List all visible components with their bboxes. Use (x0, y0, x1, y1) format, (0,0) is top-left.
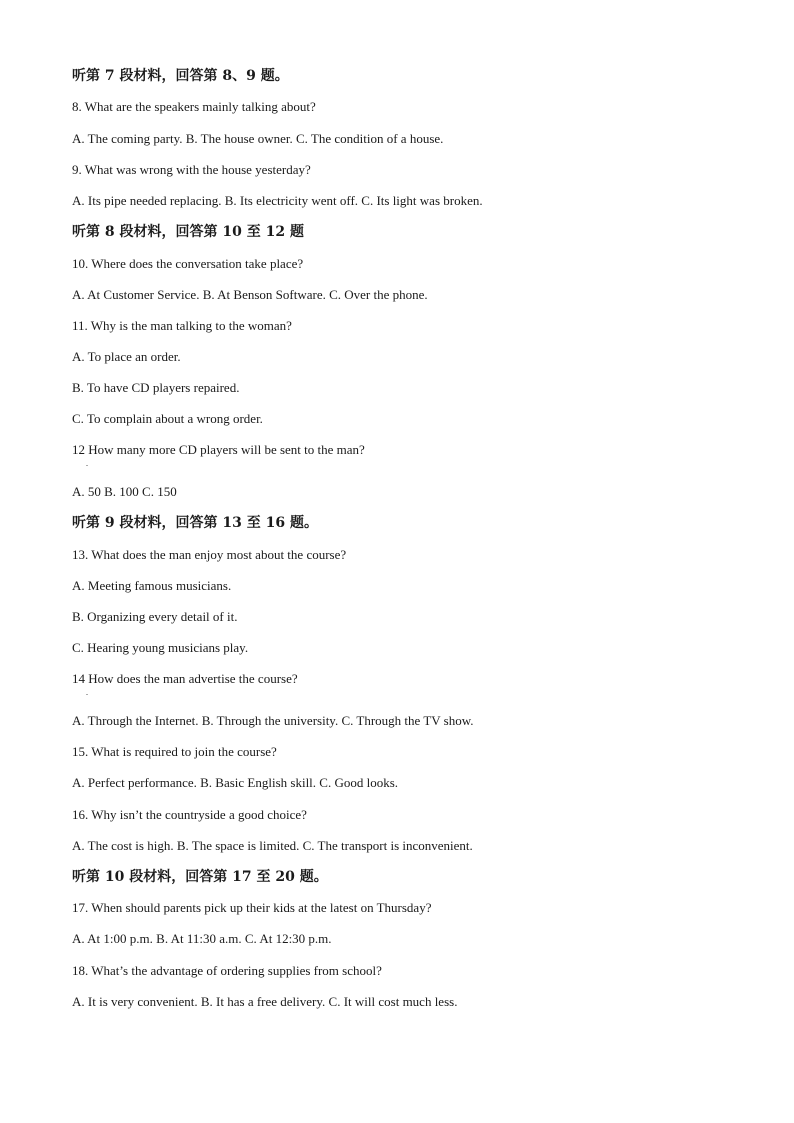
question-10: 10. Where does the conversation take place? (72, 256, 304, 271)
option-11b: B. To have CD players repaired. (72, 380, 240, 395)
option-13b: B. Organizing every detail of it. (72, 609, 238, 624)
question-16: 16. Why isn’t the countryside a good choice? (72, 807, 307, 822)
question-13: 13. What does the man enjoy most about the course? (72, 547, 347, 562)
section-heading-10: 听第 10 段材料，回答第 17 至 20 题。 (72, 869, 328, 885)
option-11a: A. To place an order. (72, 349, 181, 364)
question-12: 12 How many more CD players will be sent to the man? (72, 442, 365, 457)
option-11c: C. To complain about a wrong order. (72, 411, 263, 426)
section-heading-8: 听第 8 段材料，回答第 10 至 12 题 (72, 224, 304, 240)
options-14: A. Through the Internet. B. Through the university. C. Through the TV show. (72, 713, 474, 728)
options-8: A. The coming party. B. The house owner. C. The condition of a house. (72, 131, 444, 146)
question-18: 18. What’s the advantage of ordering supplies from school? (72, 963, 382, 978)
options-12: A. 50 B. 100 C. 150 (72, 484, 177, 499)
question-15: 15. What is required to join the course? (72, 744, 277, 759)
options-17: A. At 1:00 p.m. B. At 11:30 a.m. C. At 12:30 p.m. (72, 931, 332, 946)
options-9: A. Its pipe needed replacing. B. Its electricity went off. C. Its light was broken. (72, 193, 483, 208)
options-18: A. It is very convenient. B. It has a free delivery. C. It will cost much less. (72, 994, 458, 1009)
question-14: 14 How does the man advertise the course? (72, 671, 298, 686)
question-17: 17. When should parents pick up their kids at the latest on Thursday? (72, 900, 432, 915)
options-10: A. At Customer Service. B. At Benson Software. C. Over the phone. (72, 287, 428, 302)
option-13c: C. Hearing young musicians play. (72, 640, 249, 655)
question-14-dot: . (86, 688, 88, 697)
question-9: 9. What was wrong with the house yesterday? (72, 162, 311, 177)
question-8: 8. What are the speakers mainly talking about? (72, 99, 316, 114)
options-16: A. The cost is high. B. The space is limited. C. The transport is inconvenient. (72, 838, 473, 853)
section-heading-7: 听第 7 段材料，回答第 8、9 题。 (72, 68, 289, 84)
option-13a: A. Meeting famous musicians. (72, 578, 232, 593)
question-11: 11. Why is the man talking to the woman? (72, 318, 292, 333)
section-heading-9: 听第 9 段材料，回答第 13 至 16 题。 (72, 515, 318, 531)
question-12-dot: . (86, 459, 88, 468)
options-15: A. Perfect performance. B. Basic English skill. C. Good looks. (72, 775, 399, 790)
